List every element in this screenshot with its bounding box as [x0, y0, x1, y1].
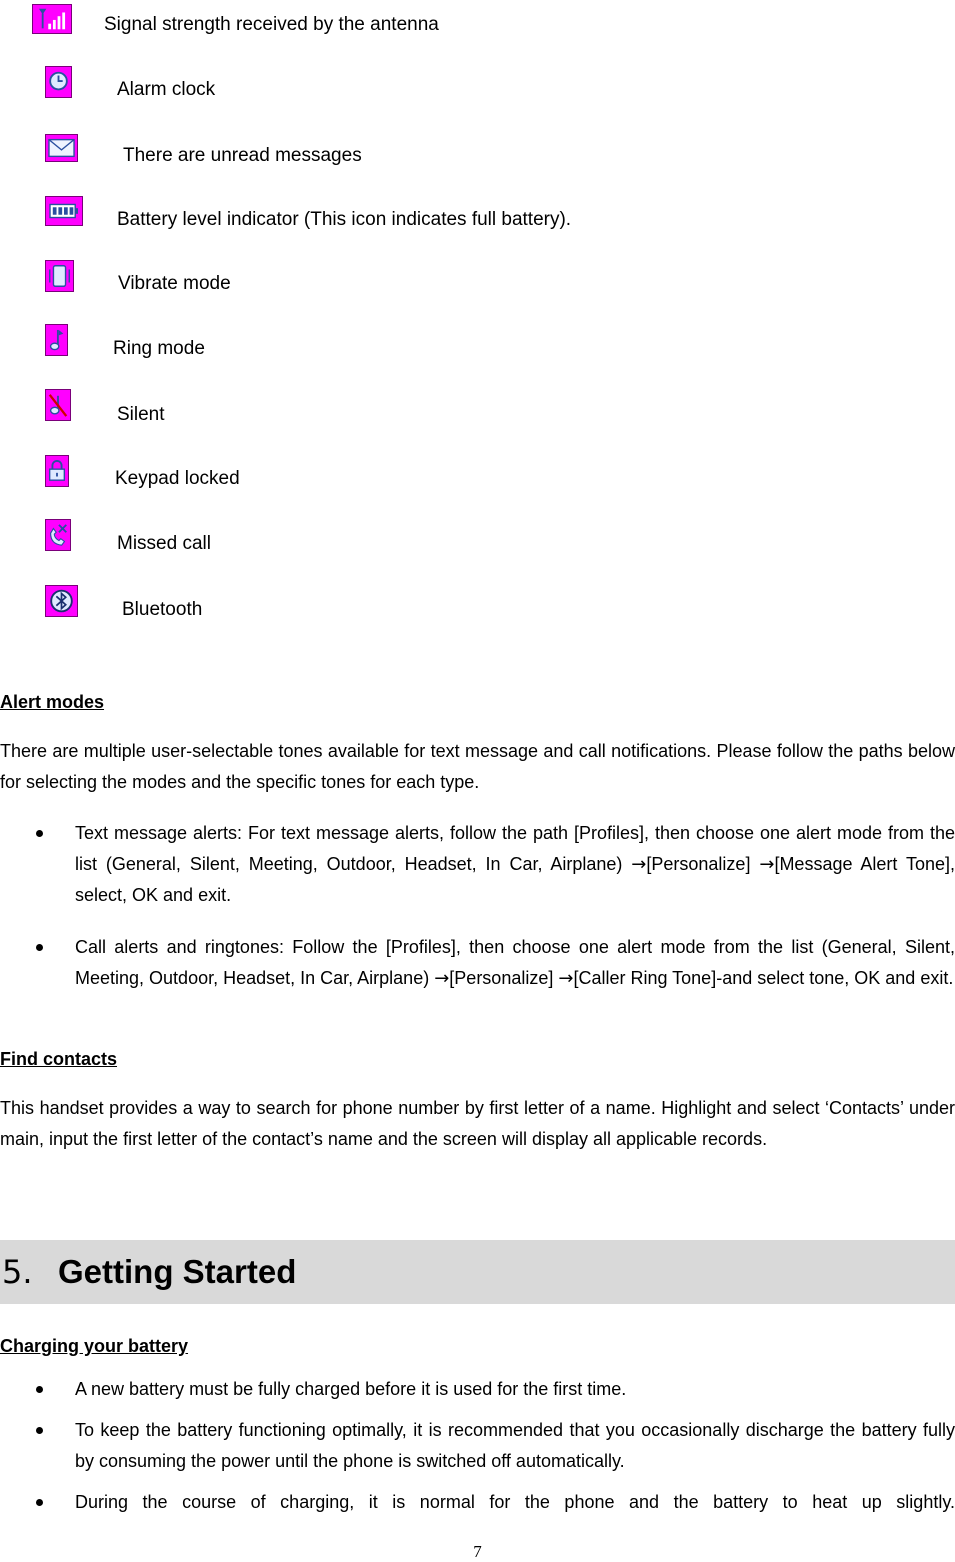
list-item — [0, 932, 955, 1027]
bluetooth-icon — [45, 585, 78, 617]
icon-legend-signal — [0, 4, 500, 44]
bullet-icon — [36, 1499, 43, 1506]
alert-modes-intro: There are multiple user-selectable tones available for text message and call notifications. Please follow the paths below for selecting the modes and the specific tones for each type. — [0, 741, 955, 792]
arrow-icon: → — [558, 968, 574, 989]
arrow-icon: → — [631, 854, 647, 875]
icon-label: Alarm clock — [117, 79, 216, 100]
icon-legend-missed-call — [0, 519, 500, 559]
bullet-icon — [36, 1427, 43, 1434]
icon-legend-battery — [0, 196, 700, 236]
section-title: Getting Started — [58, 1253, 297, 1290]
icon-label: Battery level indicator (This icon indicates full battery). — [117, 209, 572, 230]
find-contacts-heading: Find contacts — [0, 1049, 118, 1069]
bullet-text: Call alerts and ringtones: Follow the [Profiles], then choose one alert mode from the list (General, Silent, Meeting, Outdoor, Headset, In Car, Airplane) →[Personalize] →[Caller Ring Tone]-and select tone, OK and exit. — [75, 937, 955, 989]
icon-legend-keypad — [0, 455, 500, 495]
icon-label: Vibrate mode — [118, 273, 231, 294]
icon-label: Silent — [117, 404, 165, 425]
battery-level-icon — [45, 196, 83, 226]
bullet-icon — [36, 944, 43, 951]
section-header — [0, 1240, 955, 1304]
bullet-text: To keep the battery functioning optimally, it is recommended that you occasionally discharge the battery fully by consuming the power until the phone is switched off automatically. — [75, 1420, 955, 1471]
icon-label: Ring mode — [113, 338, 205, 359]
bullet-icon — [36, 830, 43, 837]
icon-legend-bluetooth — [0, 585, 500, 625]
icon-legend-vibrate — [0, 260, 500, 300]
vibrate-mode-icon — [45, 260, 74, 292]
list-item — [0, 1374, 955, 1405]
list-item — [0, 1487, 955, 1518]
missed-call-icon — [45, 519, 71, 551]
find-contacts-text: This handset provides a way to search for phone number by first letter of a name. Highlight and select ‘Contacts’ under main, input the first letter of the contact’s name and the screen will display all applicable records. — [0, 1098, 955, 1149]
icon-label: Missed call — [117, 533, 211, 554]
arrow-icon: → — [434, 968, 450, 989]
keypad-locked-icon — [45, 455, 69, 487]
list-item — [0, 1415, 955, 1477]
list-item — [0, 818, 955, 913]
charging-heading: Charging your battery — [0, 1336, 189, 1356]
icon-legend-ring — [0, 324, 500, 364]
icon-label: Bluetooth — [122, 599, 203, 620]
silent-icon — [45, 389, 71, 421]
icon-legend-messages — [0, 134, 500, 174]
arrow-icon: → — [759, 854, 775, 875]
alert-modes-heading: Alert modes — [0, 692, 105, 712]
icon-label: There are unread messages — [123, 145, 362, 166]
icon-label: Signal strength received by the antenna — [104, 14, 439, 35]
bullet-text: Text message alerts: For text message alerts, follow the path [Profiles], then choose one alert mode from the list (General, Silent, Meeting, Outdoor, Headset, In Car, Airplane) →[Personalize] →[Message Alert Tone], select, OK and exit. — [75, 823, 955, 905]
icon-legend-silent — [0, 389, 500, 429]
alarm-clock-icon — [45, 66, 72, 98]
bullet-text: During the course of charging, it is normal for the phone and the battery to heat up slightly. — [75, 1492, 955, 1512]
bullet-icon — [36, 1386, 43, 1393]
unread-messages-icon — [45, 134, 78, 162]
section-number: 5. — [2, 1253, 33, 1291]
ring-mode-icon — [45, 324, 68, 356]
bullet-text: A new battery must be fully charged before it is used for the first time. — [75, 1379, 627, 1399]
page-number: 7 — [473, 1542, 482, 1561]
signal-strength-icon — [32, 4, 72, 34]
icon-label: Keypad locked — [115, 468, 240, 489]
icon-legend-alarm — [0, 66, 500, 106]
